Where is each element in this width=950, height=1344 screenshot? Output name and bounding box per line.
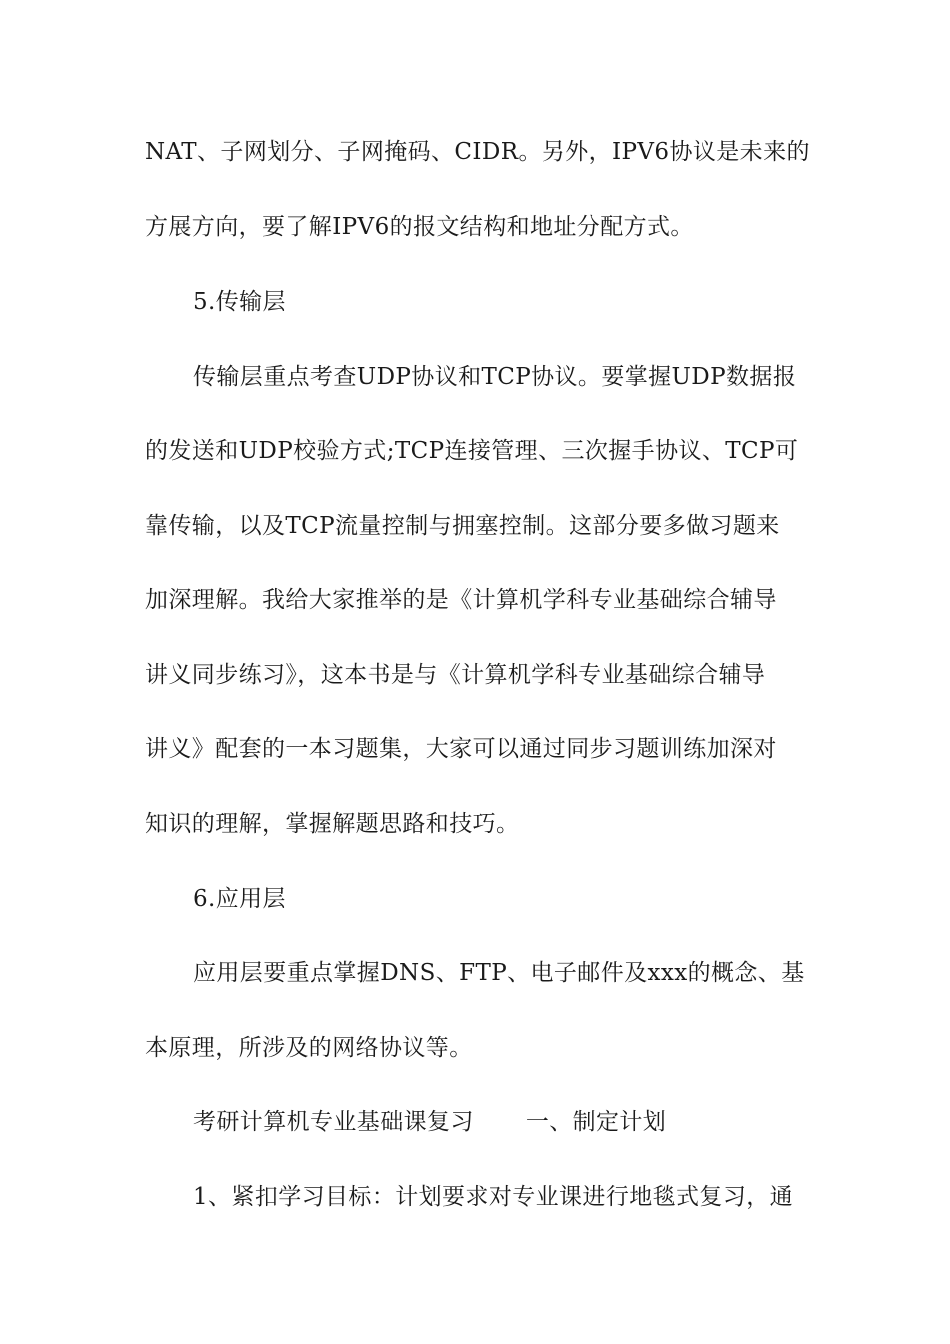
text-line-13: 本原理，所涉及的网络协议等。 (145, 1035, 473, 1061)
text-line-12: 应用层要重点掌握DNS、FTP、电子邮件及xxx的概念、基 (193, 960, 805, 986)
text-line-5: 的发送和UDP校验方式;TCP连接管理、三次握手协议、TCP可 (145, 438, 799, 464)
section-heading-review-plan (193, 1107, 810, 1137)
text-line-2: 方展方向，要了解IPV6的报文结构和地址分配方式。 (145, 214, 694, 240)
text-line-15: 1、紧扣学习目标：计划要求对专业课进行地毯式复习，通 (193, 1184, 794, 1210)
heading-right: 一、制定计划 (525, 1109, 667, 1135)
text-line-1: NAT、子网划分、子网掩码、CIDR。另外，IPV6协议是未来的 (145, 139, 810, 165)
section-heading-transport-layer: 5.传输层 (193, 289, 286, 315)
text-line-9: 讲义》配套的一本习题集，大家可以通过同步习题训练加深对 (145, 736, 777, 762)
section-heading-application-layer: 6.应用层 (193, 886, 286, 912)
text-line-10: 知识的理解，掌握解题思路和技巧。 (145, 811, 520, 837)
text-line-8: 讲义同步练习》，这本书是与《计算机学科专业基础综合辅导 (145, 662, 766, 688)
text-line-7: 加深理解。我给大家推举的是《计算机学科专业基础综合辅导 (145, 587, 777, 613)
text-line-6: 靠传输，以及TCP流量控制与拥塞控制。这部分要多做习题来 (145, 513, 780, 539)
text-line-4: 传输层重点考查UDP协议和TCP协议。要掌握UDP数据报 (193, 364, 797, 390)
heading-left: 考研计算机专业基础课复习 (193, 1109, 474, 1135)
